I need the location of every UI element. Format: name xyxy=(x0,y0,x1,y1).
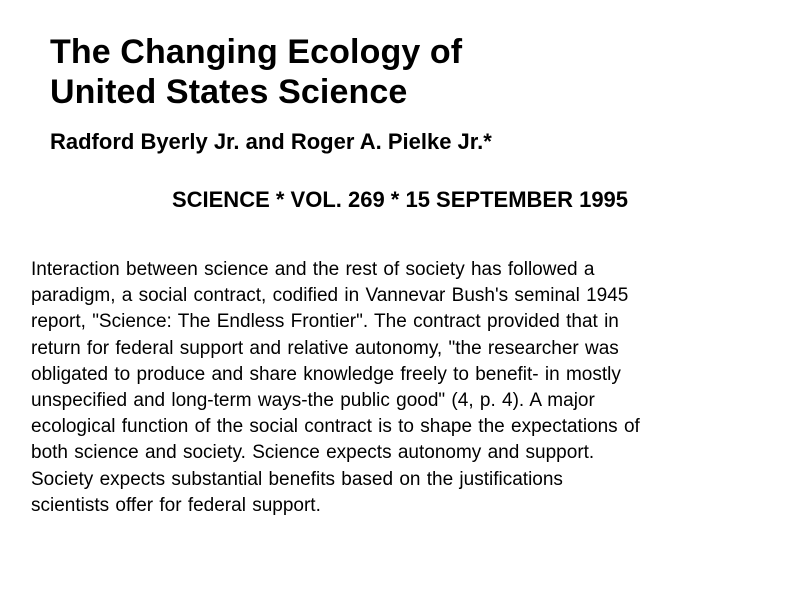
abstract-line: scientists offer for federal support. xyxy=(31,494,321,516)
citation: SCIENCE * VOL. 269 * 15 SEPTEMBER 1995 xyxy=(171,187,629,212)
abstract-line: paradigm, a social contract, codified in Vannevar Bush's seminal 1945 xyxy=(31,285,629,307)
abstract-line: Society expects substantial benefits based on the justifications xyxy=(31,468,563,490)
title-line-1: The Changing Ecology of xyxy=(50,33,463,71)
abstract-line: Interaction between science and the rest of society has followed a xyxy=(31,259,595,280)
abstract-line: obligated to produce and share knowledge freely to benefit- in mostly xyxy=(31,363,621,385)
abstract-line: ecological function of the social contract is to shape the expectations of xyxy=(31,416,640,438)
page-title xyxy=(50,32,610,112)
abstract-line: return for federal support and relative autonomy, "the researcher was xyxy=(31,337,619,359)
abstract-line: report, "Science: The Endless Frontier". The contract provided that in xyxy=(31,311,619,333)
authors: Radford Byerly Jr. and Roger A. Pielke Jr.* xyxy=(50,129,492,154)
abstract-line: both science and society. Science expects autonomy and support. xyxy=(31,442,595,464)
abstract-line: unspecified and long-term ways-the public good" (4, p. 4). A major xyxy=(31,390,595,412)
abstract-paragraph xyxy=(31,257,743,519)
title-line-2: United States Science xyxy=(50,73,408,111)
